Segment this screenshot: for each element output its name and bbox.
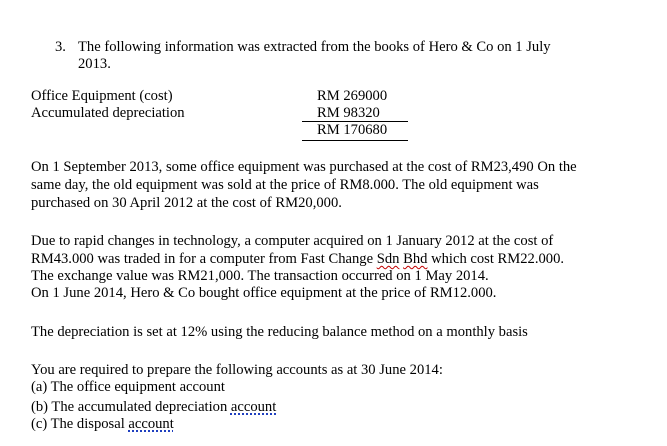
paragraph-1-line-3: purchased on 30 April 2012 at the cost of RM20,000.: [31, 195, 342, 211]
requirements-intro: You are required to prepare the following accounts as at 30 June 2014:: [31, 362, 443, 378]
net-book-value-amount: RM 170680: [317, 122, 388, 138]
requirement-b-text: (b) The accumulated depreciation: [31, 399, 231, 415]
office-equipment-amount: RM 269000: [317, 88, 388, 104]
paragraph-2-line-4: On 1 June 2014, Hero & Co bought office equipment at the price of RM12.000.: [31, 285, 497, 301]
grammar-flag-account-c: account: [128, 416, 174, 432]
paragraph-3-line-1: The depreciation is set at 12% using the reducing balance method on a monthly basis: [31, 324, 528, 340]
paragraph-2-line-3: The exchange value was RM21,000. The transaction occurred on 1 May 2014.: [31, 268, 489, 284]
question-intro-line-1: The following information was extracted from the books of Hero & Co on 1 July: [78, 39, 551, 55]
paragraph-1-line-1: On 1 September 2013, some office equipment was purchased at the cost of RM23,490 On the: [31, 159, 577, 175]
paragraph-2-line-1: Due to rapid changes in technology, a computer acquired on 1 January 2012 at the cost of: [31, 233, 554, 249]
subtotal-rule-bottom: [302, 140, 408, 141]
paragraph-1-line-2: same day, the old equipment was sold at the price of RM8.000. The old equipment was: [31, 177, 539, 193]
question-intro-line-2: 2013.: [78, 56, 111, 72]
paragraph-2-line-2-start: RM43.000 was traded in for a computer from Fast Change: [31, 251, 377, 267]
paragraph-2-line-2: [31, 251, 564, 268]
requirement-c-text: (c) The disposal: [31, 416, 129, 432]
requirement-c: [31, 416, 174, 433]
requirement-b: [31, 399, 276, 416]
spellcheck-word-sdn: Sdn: [376, 251, 400, 267]
accumulated-depreciation-label: Accumulated depreciation: [31, 105, 185, 121]
question-number: 3.: [55, 39, 66, 55]
paragraph-2-line-2-end: which cost RM22.000.: [427, 251, 565, 267]
spellcheck-word-bhd: Bhd: [403, 251, 428, 267]
requirement-a: (a) The office equipment account: [31, 379, 225, 395]
accumulated-depreciation-amount: RM 98320: [317, 105, 380, 121]
office-equipment-label: Office Equipment (cost): [31, 88, 173, 104]
grammar-flag-account-b: account: [230, 399, 277, 415]
